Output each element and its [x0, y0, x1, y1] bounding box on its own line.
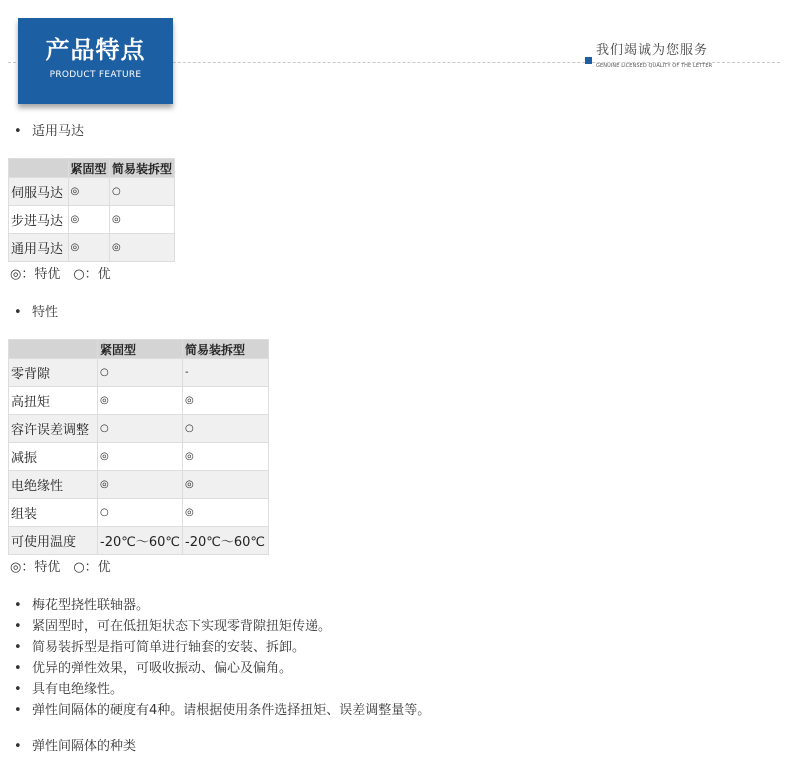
bullet-icon: •: [14, 305, 22, 320]
table-cell: ◎: [68, 206, 109, 234]
table-cell: ◎: [98, 471, 183, 499]
badge-title: 产品特点: [45, 36, 146, 64]
table-cell: -: [183, 359, 269, 387]
legend-text: ◎：特优 ○：优: [10, 267, 111, 282]
slogan-subtext: GENUINE LICENSED QUALITY OF THE LETTER: [596, 63, 713, 69]
bullet-icon: •: [14, 661, 22, 676]
heading-text: 特性: [32, 305, 59, 320]
table-row: [9, 387, 269, 415]
legend-text: ◎：特优 ○：优: [10, 560, 111, 575]
table-cell: -20℃～60℃: [98, 527, 183, 555]
table-header-cell: [9, 159, 69, 178]
list-item: [14, 702, 430, 720]
bullet-icon: •: [14, 703, 22, 718]
table-row: [9, 443, 269, 471]
table-cell: ○: [98, 415, 183, 443]
heading-text: 弹性间隔体的种类: [32, 739, 137, 754]
table-cell: ◎: [183, 499, 269, 527]
table-header-cell: [9, 340, 98, 359]
list-item-text: 简易装拆型是指可简单进行轴套的安装、拆卸。: [32, 640, 306, 655]
table-row: [9, 178, 175, 206]
slogan-marker-icon: [585, 57, 592, 64]
heading-text: 适用马达: [32, 124, 85, 139]
list-item: [14, 639, 305, 657]
table-cell: ◎: [109, 206, 174, 234]
table-cell: ◎: [183, 471, 269, 499]
bullet-icon: •: [14, 598, 22, 613]
table-row: [9, 415, 269, 443]
table-cell: ○: [98, 359, 183, 387]
table-cell: ◎: [98, 387, 183, 415]
table-cell: ◎: [183, 387, 269, 415]
table-cell: 通用马达: [9, 234, 69, 262]
table-cell: ◎: [68, 234, 109, 262]
bullet-icon: •: [14, 124, 22, 139]
table-cell: ○: [109, 178, 174, 206]
list-item-text: 紧固型时，可在低扭矩状态下实现零背隙扭矩传递。: [32, 619, 332, 634]
section-heading-motors: [14, 123, 84, 141]
bullet-icon: •: [14, 619, 22, 634]
motor-table: [8, 158, 175, 262]
table-row: [9, 234, 175, 262]
table-cell: ◎: [183, 443, 269, 471]
table-cell: 零背隙: [9, 359, 98, 387]
bullet-icon: •: [14, 682, 22, 697]
list-item: [14, 618, 331, 636]
table-header-cell: 简易装拆型: [109, 159, 174, 178]
table-cell: 伺服马达: [9, 178, 69, 206]
table-cell: 组装: [9, 499, 98, 527]
table-header-cell: 紧固型: [98, 340, 183, 359]
section-heading-spacer-types: [14, 738, 136, 756]
table-cell: 高扭矩: [9, 387, 98, 415]
table-cell: 减振: [9, 443, 98, 471]
table-cell: ◎: [98, 443, 183, 471]
table-row: [9, 499, 269, 527]
table-cell: 步进马达: [9, 206, 69, 234]
table-cell: ○: [183, 415, 269, 443]
table-row: [9, 527, 269, 555]
feature-table: [8, 339, 269, 555]
bullet-icon: •: [14, 640, 22, 655]
section-badge: [18, 18, 173, 104]
table-cell: -20℃～60℃: [183, 527, 269, 555]
list-item-text: 梅花型挠性联轴器。: [32, 598, 150, 613]
list-item-text: 具有电绝缘性。: [32, 682, 124, 697]
slogan-text: 我们竭诚为您服务: [596, 43, 709, 58]
table-cell: 容许误差调整: [9, 415, 98, 443]
table-row: [9, 471, 269, 499]
table-cell: ◎: [68, 178, 109, 206]
table-header-cell: 简易装拆型: [183, 340, 269, 359]
list-item-text: 弹性间隔体的硬度有4种。请根据使用条件选择扭矩、误差调整量等。: [32, 703, 431, 718]
section-heading-features: [14, 304, 58, 322]
list-item: [14, 681, 123, 699]
list-item: [14, 660, 292, 678]
table-row: [9, 359, 269, 387]
bullet-icon: •: [14, 739, 22, 754]
slogan: [596, 43, 712, 70]
list-item: [14, 597, 149, 615]
list-item-text: 优异的弹性效果，可吸收振动、偏心及偏角。: [32, 661, 293, 676]
table-cell: 可使用温度: [9, 527, 98, 555]
table-cell: ◎: [109, 234, 174, 262]
badge-subtitle: PRODUCT FEATURE: [49, 70, 142, 80]
table-header-cell: 紧固型: [68, 159, 109, 178]
table-row: [9, 206, 175, 234]
table-cell: ○: [98, 499, 183, 527]
table-cell: 电绝缘性: [9, 471, 98, 499]
